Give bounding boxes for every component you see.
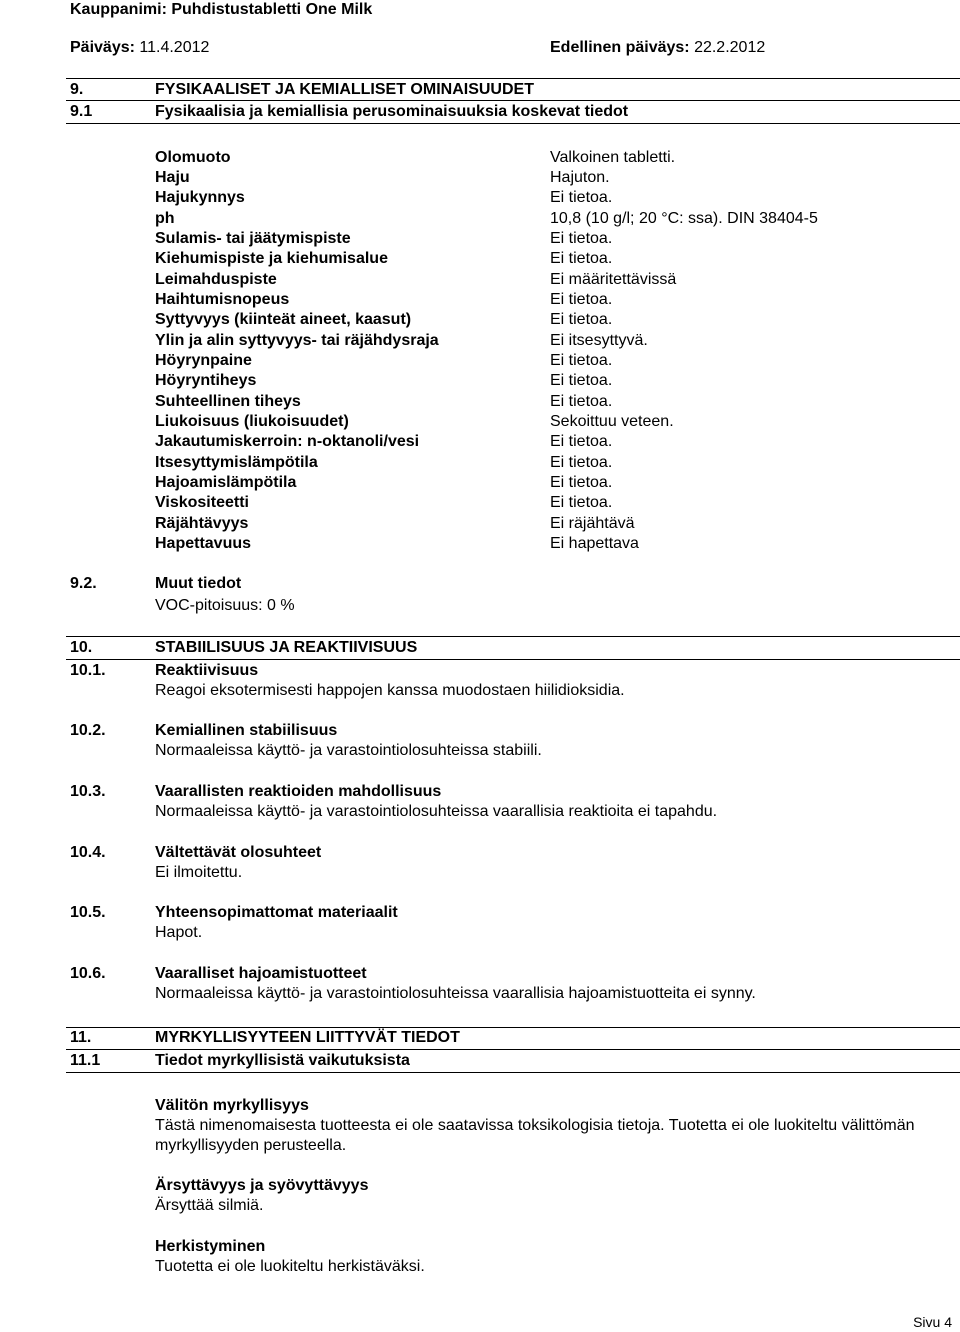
property-label: Hajoamislämpötila (155, 474, 297, 491)
section-9-title: FYSIKAALISET JA KEMIALLISET OMINAISUUDET (155, 81, 534, 98)
property-label: Sulamis- tai jäätymispiste (155, 230, 351, 247)
sensitisation-text: Tuotetta ei ole luokiteltu herkistäväksi. (155, 1258, 425, 1275)
property-row (155, 188, 950, 208)
irritation-text: Ärsyttää silmiä. (155, 1197, 264, 1214)
property-label: Haihtumisnopeus (155, 291, 290, 308)
property-value: Ei tietoa. (550, 433, 613, 450)
property-row (155, 534, 950, 554)
subsection-11-1-title: Tiedot myrkyllisistä vaikutuksista (155, 1052, 410, 1069)
subsection-9-1-title: Fysikaalisia ja kemiallisia perusominaisuuksia koskevat tiedot (155, 103, 629, 120)
property-value: Ei tietoa. (550, 189, 613, 206)
property-value: Ei tietoa. (550, 494, 613, 511)
section-divider (66, 123, 960, 124)
product-name: Puhdistustabletti One Milk (171, 1, 373, 18)
property-row (155, 351, 950, 371)
subsection-text: Normaaleissa käyttö- ja varastointiolosuhteissa vaarallisia hajoamistuotteita ei synny. (155, 985, 756, 1002)
subsection-11-1-number: 11.1 (70, 1052, 101, 1069)
subsection-9-2-title: Muut tiedot (155, 575, 242, 592)
subsection-text: Ei ilmoitettu. (155, 864, 243, 881)
property-label: Hajukynnys (155, 189, 245, 206)
property-value: Ei tietoa. (550, 352, 613, 369)
property-value: Ei tietoa. (550, 250, 613, 267)
voc-content-text: VOC-pitoisuus: 0 % (155, 597, 295, 614)
property-value: Ei itsesyttyvä. (550, 332, 648, 349)
date-value: 11.4.2012 (139, 39, 210, 56)
property-row (155, 270, 950, 290)
property-label: Itsesyttymislämpötila (155, 454, 318, 471)
property-value: Ei tietoa. (550, 291, 613, 308)
subsection-number: 10.2. (70, 722, 106, 739)
property-row (155, 493, 950, 513)
property-row (155, 209, 950, 229)
property-row (155, 432, 950, 452)
product-name-line (70, 0, 372, 20)
date-label: Päiväys: (70, 39, 135, 56)
subsection-number: 10.1. (70, 662, 106, 679)
property-label: Höyrynpaine (155, 352, 252, 369)
date-line (70, 38, 209, 58)
property-row (155, 473, 950, 493)
section-divider (66, 78, 960, 79)
property-value: Hajuton. (550, 169, 610, 186)
property-label: Suhteellinen tiheys (155, 393, 301, 410)
property-value: Ei tietoa. (550, 372, 613, 389)
subsection-text: Normaaleissa käyttö- ja varastointiolosuhteissa stabiili. (155, 742, 542, 759)
property-row (155, 371, 950, 391)
previous-date-value: 22.2.2012 (694, 39, 766, 56)
property-value: Ei tietoa. (550, 393, 613, 410)
previous-date-label: Edellinen päiväys: (550, 39, 690, 56)
section-9-number: 9. (70, 81, 84, 98)
property-label: Liukoisuus (liukoisuudet) (155, 413, 349, 430)
property-row (155, 514, 950, 534)
property-row (155, 249, 950, 269)
property-value: Ei räjähtävä (550, 515, 635, 532)
subsection-9-2-number: 9.2. (70, 575, 97, 592)
property-label: Jakautumiskerroin: n-oktanoli/vesi (155, 433, 420, 450)
subsection-text: Normaaleissa käyttö- ja varastointiolosuhteissa vaarallisia reaktioita ei tapahdu. (155, 803, 718, 820)
subsection-9-1-number: 9.1 (70, 103, 93, 120)
section-divider (66, 100, 960, 101)
section-divider (66, 636, 960, 637)
section-10-number: 10. (70, 639, 93, 656)
subsection-number: 10.5. (70, 904, 106, 921)
property-row (155, 148, 950, 168)
property-value: Ei tietoa. (550, 474, 613, 491)
previous-date-line (550, 38, 765, 58)
property-row (155, 453, 950, 473)
section-11-number: 11. (70, 1029, 92, 1046)
property-row (155, 229, 950, 249)
subsection-title: Kemiallinen stabiilisuus (155, 722, 338, 739)
subsection-text: Hapot. (155, 924, 203, 941)
property-label: Räjähtävyys (155, 515, 249, 532)
property-label: Kiehumispiste ja kiehumisalue (155, 250, 388, 267)
property-value: Ei määritettävissä (550, 271, 677, 288)
property-label: Viskositeetti (155, 494, 249, 511)
section-11-title: MYRKYLLISYYTEEN LIITTYVÄT TIEDOT (155, 1029, 460, 1046)
subsection-title: Reaktiivisuus (155, 662, 259, 679)
section-divider (66, 1049, 960, 1050)
subsection-title: Vältettävät olosuhteet (155, 844, 322, 861)
irritation-title: Ärsyttävyys ja syövyttävyys (155, 1177, 369, 1194)
acute-toxicity-title: Välitön myrkyllisyys (155, 1097, 309, 1114)
property-row (155, 392, 950, 412)
property-label: Haju (155, 169, 190, 186)
subsection-title: Vaarallisten reaktioiden mahdollisuus (155, 783, 442, 800)
property-value: Ei tietoa. (550, 311, 613, 328)
property-row (155, 310, 950, 330)
page-number: Sivu 4 (913, 1314, 952, 1330)
subsection-number: 10.4. (70, 844, 106, 861)
property-label: Hapettavuus (155, 535, 252, 552)
section-divider (66, 1072, 960, 1073)
property-value: Sekoittuu veteen. (550, 413, 674, 430)
property-label: ph (155, 210, 175, 227)
property-label: Syttyvyys (kiinteät aineet, kaasut) (155, 311, 412, 328)
property-label: Höyryntiheys (155, 372, 257, 389)
property-label: Leimahduspiste (155, 271, 277, 288)
subsection-text: Reagoi eksotermisesti happojen kanssa muodostaen hiilidioksidia. (155, 682, 625, 699)
property-label: Ylin ja alin syttyvyys- tai räjähdysraja (155, 332, 439, 349)
acute-toxicity-text: Tästä nimenomaisesta tuotteesta ei ole saatavissa toksikologisia tietoja. Tuotetta ei ole luokiteltu välittömän myrkyllisyyden perusteella. (155, 1117, 915, 1154)
property-value: Valkoinen tabletti. (550, 149, 676, 166)
property-value: Ei hapettava (550, 535, 639, 552)
property-value: Ei tietoa. (550, 230, 613, 247)
product-label: Kauppanimi: (70, 1, 167, 18)
section-divider (66, 659, 960, 660)
property-row (155, 412, 950, 432)
property-row (155, 331, 950, 351)
property-value: 10,8 (10 g/l; 20 °C: ssa). DIN 38404-5 (550, 210, 818, 227)
subsection-title: Vaaralliset hajoamistuotteet (155, 965, 367, 982)
property-label: Olomuoto (155, 149, 231, 166)
subsection-number: 10.6. (70, 965, 106, 982)
sensitisation-title: Herkistyminen (155, 1238, 266, 1255)
property-row (155, 168, 950, 188)
property-row (155, 290, 950, 310)
section-10-title: STABIILISUUS JA REAKTIIVISUUS (155, 639, 418, 656)
subsection-number: 10.3. (70, 783, 106, 800)
property-value: Ei tietoa. (550, 454, 613, 471)
subsection-title: Yhteensopimattomat materiaalit (155, 904, 398, 921)
